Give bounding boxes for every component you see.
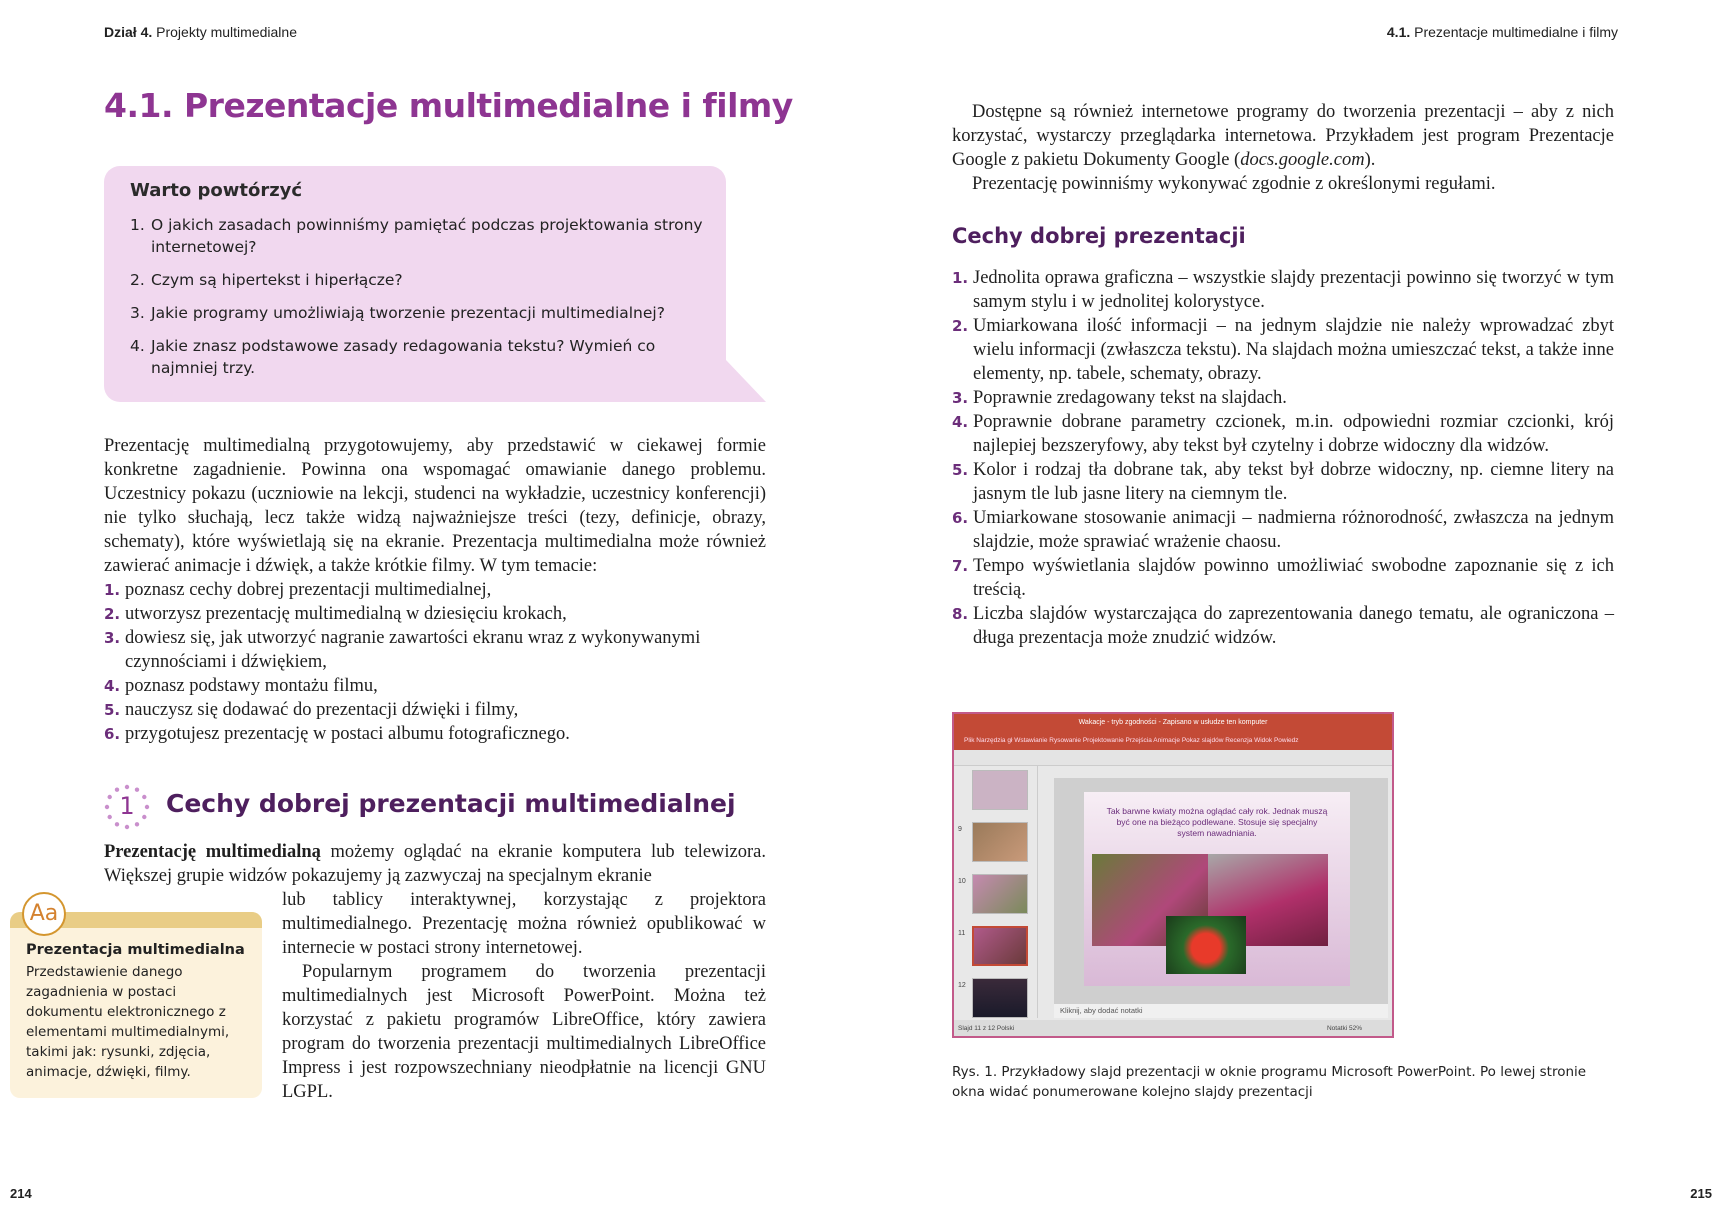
page-number-left: 214 (10, 1186, 32, 1201)
slide-thumbnail (972, 978, 1028, 1018)
feature-item: 6. Umiarkowane stosowanie animacji – nadmierna różnorodność, zwłaszcza na jednym slajdzie, może sprawiać wrażenie chaosu. (952, 508, 1614, 552)
definition-text: Przedstawienie danego zagadnienia w postaci dokumentu elektronicznego z elementami multimedialnymi, takimi jak: rysunki, zdjęcia, animacje, dźwięki, filmy. (26, 964, 230, 1080)
running-head-left: Dział 4. Projekty multimedialne (104, 24, 297, 40)
intro-list-item: 2. utworzysz prezentację multimedialną w dziesięciu krokach, (104, 604, 567, 624)
review-item: 3. Jakie programy umożliwiają tworzenie prezentacji multimedialnej? (130, 304, 665, 322)
screenshot-title-bar: Wakacje - tryb zgodności - Zapisano w usłudze ten komputer (954, 714, 1392, 732)
feature-item: 7. Tempo wyświetlania slajdów powinno umożliwiać swobodne zapoznanie się z ich treścią. (952, 556, 1614, 600)
review-item: 4. Jakie znasz podstawowe zasady redagowania tekstu? Wymień co najmniej trzy. (130, 337, 656, 377)
chapter-title: 4.1. Prezentacje multimedialne i filmy (104, 86, 793, 125)
slide-thumbnail-number: 11 (958, 930, 966, 937)
section-paragraph-1: Prezentację multimedialną możemy oglądać na ekranie komputera lub telewizora. Większej grupie widzów pokazujemy ją zazwyczaj na specjalnym ekranie (104, 842, 766, 886)
running-head-right: 4.1. Prezentacje multimedialne i filmy (1386, 24, 1618, 40)
section-paragraph-2: Popularnym programem do tworzenia prezentacji multimedialnych jest Microsoft PowerPoint. Można też korzystać z pakietu programów LibreOffice, który zawiera program do tworzenia prezentacji multimedialnych LibreOffice Impress i jest rozpowszechniany nieodpłatnie na licencji GNU LGPL. (282, 962, 766, 1102)
intro-list-item: 1. poznasz cechy dobrej prezentacji multimedialnej, (104, 580, 492, 600)
slide-thumbnail-number: 10 (958, 878, 966, 885)
intro-list (104, 578, 766, 746)
review-box (104, 166, 726, 402)
feature-item: 5. Kolor i rodzaj tła dobrane tak, aby tekst był dobrze widoczny, np. ciemne litery na jasnym tle lub jasne litery na ciemnym tle. (952, 460, 1614, 504)
intro-list-item: 6. przygotujesz prezentację w postaci albumu fotograficznego. (104, 724, 570, 744)
slide-thumbnail (972, 874, 1028, 914)
screenshot-slide-thumbnails (954, 766, 1038, 1018)
feature-item: 1. Jednolita oprawa graficzna – wszystkie slajdy prezentacji powinno się tworzyć w tym samym stylu i w jednolitej kolorystyce. (952, 268, 1614, 312)
review-list (130, 214, 710, 390)
review-title: Warto powtórzyć (130, 180, 303, 201)
figure-caption: Rys. 1. Przykładowy slajd prezentacji w oknie programu Microsoft PowerPoint. Po lewej stronie okna widać ponumerowane kolejno slajdy prezentacji (952, 1064, 1587, 1100)
right-paragraph-2: Prezentację powinniśmy wykonywać zgodnie z określonymi regułami. (972, 174, 1496, 194)
intro-list-item: 3. dowiesz się, jak utworzyć nagranie zawartości ekranu wraz z wykonywanymi czynnościami i dźwiękiem, (104, 628, 701, 672)
powerpoint-screenshot (952, 712, 1394, 1038)
slide-thumbnail-number: 12 (958, 982, 966, 989)
screenshot-slide (1084, 792, 1350, 986)
intro-list-item: 4. poznasz podstawy montażu filmu, (104, 676, 378, 696)
slide-thumbnail-selected (972, 926, 1028, 966)
definition-badge-icon: Aa (22, 892, 66, 936)
feature-item: 2. Umiarkowana ilość informacji – na jednym slajdzie nie należy wprowadzać zbyt wielu informacji (zwłaszcza tekstu). Na slajdach można umieszczać tekst, a także inne elementy, np. tabele, schematy, obrazy. (952, 316, 1614, 384)
review-box-tail (726, 360, 766, 402)
section-paragraph-1-continued: lub tablicy interaktywnej, korzystając z projektora multimedialnego. Prezentację można również opublikować w internecie w postaci strony internetowej. (282, 890, 766, 958)
screenshot-status-bar: Slajd 11 z 12 Polski Notatki 52% (954, 1020, 1392, 1038)
screenshot-notes-placeholder: Kliknij, aby dodać notatki (1054, 1004, 1388, 1018)
slide-thumbnail-number: 9 (958, 826, 962, 833)
features-title: Cechy dobrej prezentacji (952, 224, 1246, 248)
right-paragraph-1: Dostępne są również internetowe programy do tworzenia prezentacji – aby z nich korzystać, wystarczy przeglądarka internetowa. Przykładem jest program Prezentacje Google z pakietu Dokumenty Google (docs.google.com). (952, 102, 1614, 170)
slide-thumbnail (972, 822, 1028, 862)
screenshot-toolbar (954, 750, 1392, 766)
slide-text: Tak barwne kwiaty można oglądać cały rok. Jednak muszą być one na bieżąco podlewane. Stosuje się specjalny system nawadniania. (1106, 806, 1328, 838)
feature-item: 8. Liczba slajdów wystarczająca do zaprezentowania danego tematu, ale ograniczona – długa prezentacja może znudzić widzów. (952, 604, 1614, 648)
slide-thumbnail (972, 770, 1028, 810)
section-number-badge: 1 (104, 784, 150, 830)
review-item: 2. Czym są hipertekst i hiperłącze? (130, 271, 403, 289)
slide-photo-center (1166, 916, 1246, 974)
feature-item: 3. Poprawnie zredagowany tekst na slajdach. (952, 388, 1287, 408)
definition-title: Prezentacja multimedialna (26, 942, 245, 958)
section-title: Cechy dobrej prezentacji multimedialnej (166, 789, 736, 818)
page-number-right: 215 (1690, 1186, 1712, 1201)
screenshot-menu-bar: Plik Narzędzia gł Wstawianie Rysowanie Projektowanie Przejścia Animacje Pokaz slajdów Recenzja Widok Powiedz (954, 732, 1392, 750)
review-item: 1. O jakich zasadach powinniśmy pamiętać podczas projektowania strony internetowej? (130, 216, 703, 256)
features-list (952, 266, 1614, 650)
intro-list-item: 5. nauczysz się dodawać do prezentacji dźwięki i filmy, (104, 700, 519, 720)
screenshot-slide-canvas (1054, 778, 1388, 1004)
feature-item: 4. Poprawnie dobrane parametry czcionek, m.in. odpowiedni rozmiar czcionki, krój najlepiej bezszeryfowy, aby tekst był czytelny i dobrze widoczny dla widzów. (952, 412, 1614, 456)
intro-paragraph: Prezentację multimedialną przygotowujemy, aby przedstawić w ciekawej formie konkretne zagadnienie. Powinna ona wspomagać omawianie danego problemu. Uczestnicy pokazu (uczniowie na lekcji, studenci na wykładzie, uczestnicy konferencji) nie tylko słuchają, lecz także widzą najważniejsze treści (tezy, definicje, obrazy, schematy), które wyświetlają się na ekranie. Prezentacja multimedialna może również zawierać animacje i dźwięk, a także krótkie filmy. W tym temacie: (104, 436, 766, 576)
